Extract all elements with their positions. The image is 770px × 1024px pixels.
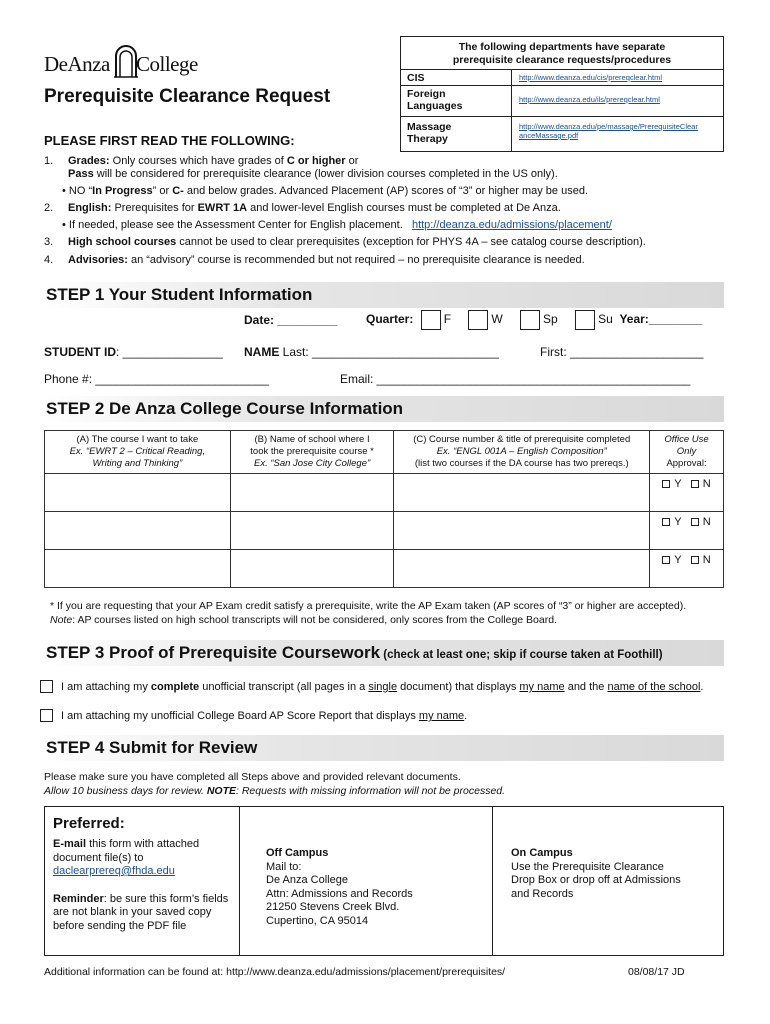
departments-box [400,36,724,152]
approve-yes-checkbox[interactable] [662,518,670,526]
col-a-header: (A) The course I want to take Ex. “EWRT 2 – Critical Reading, Writing and Thinking” [45,431,231,474]
ap-note: * If you are requesting that your AP Exam credit satisfy a prerequisite, write the AP Exam taken (AP scores of “3” or higher are accepted). [50,600,687,612]
first-name-field[interactable]: First: ____________________ [540,345,704,359]
ap-report-option[interactable]: I am attaching my unofficial College Board AP Score Report that displays my name. [40,709,467,722]
ap-note-2: Note: AP courses listed on high school transcripts will not be considered, only scores from the College Board. [50,614,557,626]
table-row [45,550,724,588]
quarter-sp-checkbox[interactable] [520,310,540,330]
course-b-input[interactable] [230,474,394,512]
logo-text-right: College [136,52,198,76]
quarter-f-checkbox[interactable] [421,310,441,330]
office-use-header: Office Use Only Approval: [650,431,724,474]
preferred-email-option: Preferred: E-mail this form with attached document file(s) to daclearprereq@fhda.edu Reminder: be sure this form’s fields are not blank in your saved copy before sending the PDF file [45,807,240,955]
submission-options [44,806,724,956]
table-row [45,474,724,512]
instruction-advisories: 4. Advisories: an “advisory” course is recommended but not required – no prerequisite clearance is needed. [44,254,585,266]
course-b-input[interactable] [230,512,394,550]
last-name-field[interactable]: NAME Last: ____________________________ [244,345,499,359]
office-approval: Y N [650,512,724,550]
logo-text-left: DeAnza [44,52,110,76]
approve-no-checkbox[interactable] [691,556,699,564]
submit-note: Allow 10 business days for review. NOTE: Requests with missing information will not be processed. [44,785,506,797]
approve-yes-checkbox[interactable] [662,556,670,564]
year-field[interactable]: Year:________ [619,312,703,327]
office-approval: Y N [650,474,724,512]
transcript-checkbox[interactable] [40,680,53,693]
transcript-option[interactable]: I am attaching my complete unofficial transcript (all pages in a single document) that displays my name and the name of the school. [40,680,703,693]
footer-date: 08/08/17 JD [628,966,685,978]
off-campus-option: Off Campus Mail to: De Anza College Attn: Admissions and Records 21250 Stevens Creek Blvd. Cupertino, CA 95014 [240,807,493,955]
department-row-foreign-languages: Foreign Languages http://www.deanza.edu/ils/prereqclear.html [401,85,723,116]
instruction-english-sub: • If needed, please see the Assessment Center for English placement. http://deanza.edu/admissions/placement/ [62,219,612,231]
course-table [44,430,724,588]
step3-header: STEP 3 Proof of Prerequisite Coursework (check at least one; skip if course taken at Foothill) [44,640,724,666]
departments-heading: The following departments have separate prerequisite clearance requests/procedures [452,41,672,66]
approve-no-checkbox[interactable] [691,518,699,526]
course-a-input[interactable] [45,474,231,512]
course-c-input[interactable] [394,512,650,550]
approve-no-checkbox[interactable] [691,480,699,488]
col-c-header: (C) Course number & title of prerequisite completed Ex. “ENGL 001A – English Composition” (list two courses if the DA course has two prereqs.) [394,431,650,474]
placement-link[interactable]: http://deanza.edu/admissions/placement/ [411,219,612,231]
cis-link[interactable]: http://www.deanza.edu/cis/prereqclear.html [519,73,662,82]
table-row [45,512,724,550]
ap-report-checkbox[interactable] [40,709,53,722]
step4-header: STEP 4 Submit for Review [44,735,724,761]
please-read-heading: PLEASE FIRST READ THE FOLLOWING: [44,133,295,148]
instruction-grades: 1. Grades: Only courses which have grades of C or higher or [44,155,359,167]
instruction-grades-sub: • NO “In Progress” or C- and below grades. Advanced Placement (AP) scores of “3” or higher may be used. [62,185,589,197]
department-row-massage-therapy: Massage Therapy http://www.deanza.edu/pe/massage/PrerequisiteClear anceMassage.pdf [401,116,723,152]
massage-therapy-link[interactable]: http://www.deanza.edu/pe/massage/PrerequisiteClear anceMassage.pdf [519,122,698,140]
logo-arch-icon [114,44,138,78]
phone-field[interactable]: Phone #: __________________________ [44,372,269,386]
quarter-su-checkbox[interactable] [575,310,595,330]
course-b-input[interactable] [230,550,394,588]
on-campus-option: On Campus Use the Prerequisite Clearance Drop Box or drop off at Admissions and Records [511,847,681,900]
date-field[interactable]: Date: _________ [244,313,338,327]
page-title: Prerequisite Clearance Request [44,86,331,107]
course-a-input[interactable] [45,550,231,588]
preferred-heading: Preferred: [53,815,125,832]
course-c-input[interactable] [394,474,650,512]
instruction-high-school: 3. High school courses cannot be used to clear prerequisites (exception for PHYS 4A – see catalog course description). [44,236,646,248]
department-row-cis: CIS http://www.deanza.edu/cis/prereqclear.html [401,69,723,85]
office-approval: Y N [650,550,724,588]
course-table-header [45,431,724,474]
email-link[interactable]: daclearprereq@fhda.edu [53,865,175,877]
step2-header: STEP 2 De Anza College Course Information [44,396,724,422]
course-a-input[interactable] [45,512,231,550]
instruction-grades-line2: Pass will be considered for prerequisite clearance (lower division courses completed in the US only). [68,168,558,180]
instruction-english: 2. English: Prerequisites for EWRT 1A and lower-level English courses must be completed at De Anza. [44,202,561,214]
approve-yes-checkbox[interactable] [662,480,670,488]
course-c-input[interactable] [394,550,650,588]
email-field[interactable]: Email: _______________________________________________ [340,372,691,386]
footer-info: Additional information can be found at: http://www.deanza.edu/admissions/placement/prerequisites/ [44,966,506,978]
submit-instructions: Please make sure you have completed all Steps above and provided relevant documents. [44,771,461,783]
student-id-field[interactable]: STUDENT ID: _______________ [44,345,223,359]
col-b-header: (B) Name of school where I took the prerequisite course * Ex. “San Jose City College” [230,431,394,474]
quarter-selector: Quarter: F W Sp Su Year:________ [366,310,702,330]
college-logo [44,44,214,80]
step1-header: STEP 1 Your Student Information [44,282,724,308]
quarter-w-checkbox[interactable] [468,310,488,330]
foreign-languages-link[interactable]: http://www.deanza.edu/ils/prereqclear.html [519,95,660,104]
